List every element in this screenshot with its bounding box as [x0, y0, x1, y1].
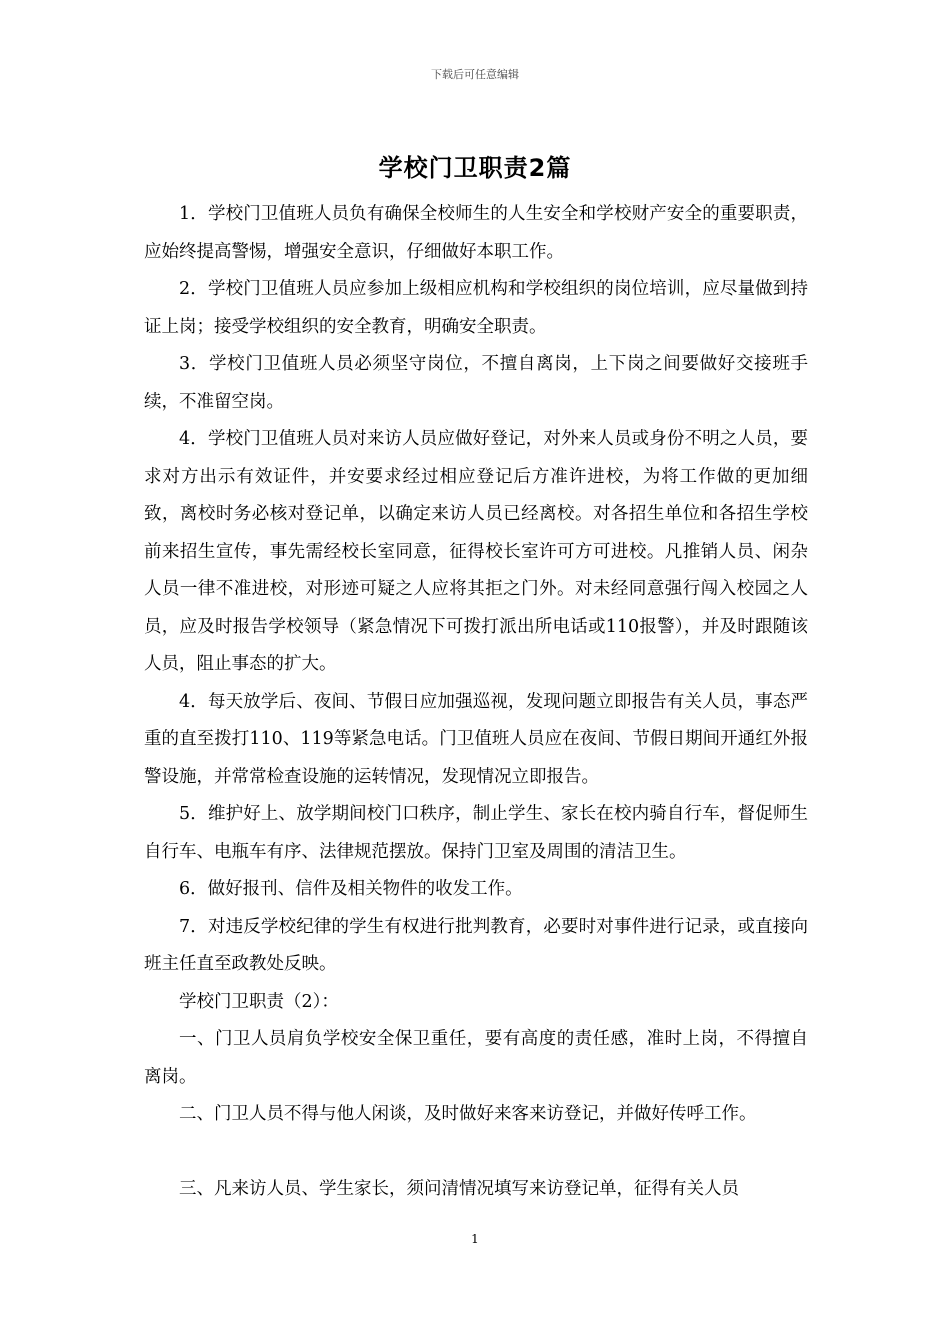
section-heading-2: 学校门卫职责（2）： [179, 991, 339, 1012]
blank-line [144, 1134, 808, 1172]
page-number: 1 [471, 1232, 479, 1246]
document-body [144, 196, 808, 1209]
paragraph-8: 7．对违反学校纪律的学生有权进行批判教育，必要时对事件进行记录，或直接向班主任直至政教处反映。 [144, 916, 808, 974]
paragraph-5: 4．每天放学后、夜间、节假日应加强巡视，发现问题立即报告有关人员，事态严重的直至拨打110、119等紧急电话。门卫值班人员应在夜间、节假日期间开通红外报警设施，并常常检查设施的运转情况，发现情况立即报告。 [144, 691, 808, 787]
paragraph-6: 5．维护好上、放学期间校门口秩序，制止学生、家长在校内骑自行车，督促师生自行车、电瓶车有序、法律规范摆放。保持门卫室及周围的清洁卫生。 [144, 804, 808, 862]
document-title: 学校门卫职责2篇 [378, 154, 572, 182]
paragraph-10: 二、门卫人员不得与他人闲谈，及时做好来客来访登记，并做好传呼工作。 [179, 1104, 757, 1124]
header-note: 下载后可任意编辑 [431, 68, 519, 81]
paragraph-7: 6．做好报刊、信件及相关物件的收发工作。 [179, 879, 523, 899]
paragraph-11: 三、凡来访人员、学生家长，须问清情况填写来访登记单，征得有关人员 [179, 1179, 739, 1199]
paragraph-3: 3．学校门卫值班人员必须坚守岗位，不擅自离岗，上下岗之间要做好交接班手续，不准留空岗。 [144, 354, 808, 412]
paragraph-9: 一、门卫人员肩负学校安全保卫重任，要有高度的责任感，准时上岗，不得擅自离岗。 [144, 1029, 808, 1087]
paragraph-1: 1．学校门卫值班人员负有确保全校师生的人生安全和学校财产安全的重要职责，应始终提高警惕，增强安全意识，仔细做好本职工作。 [144, 204, 808, 262]
paragraph-2: 2．学校门卫值班人员应参加上级相应机构和学校组织的岗位培训，应尽量做到持证上岗；接受学校组织的安全教育，明确安全职责。 [144, 279, 808, 337]
paragraph-4: 4．学校门卫值班人员对来访人员应做好登记，对外来人员或身份不明之人员，要求对方出示有效证件，并安要求经过相应登记后方准许进校，为将工作做的更加细致，离校时务必核对登记单，以确定来访人员已经离校。对各招生单位和各招生学校前来招生宣传，事先需经校长室同意，征得校长室许可方可进校。凡推销人员、闲杂人员一律不准进校，对形迹可疑之人应将其拒之门外。对未经同意强行闯入校园之人员，应及时报告学校领导（紧急情况下可拨打派出所电话或110报警），并及时跟随该人员，阻止事态的扩大。 [144, 429, 808, 674]
